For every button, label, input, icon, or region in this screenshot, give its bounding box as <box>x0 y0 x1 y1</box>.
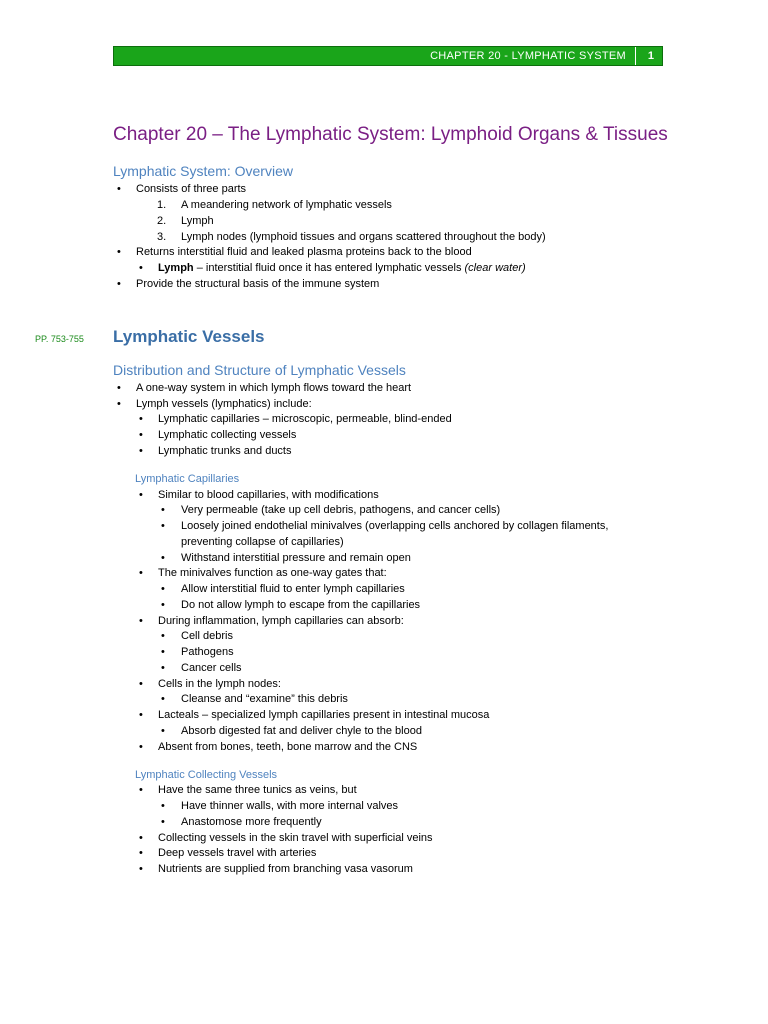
subsection-heading: Distribution and Structure of Lymphatic Vessels <box>113 362 406 378</box>
list-item: Pathogens <box>181 646 234 658</box>
header-title: CHAPTER 20 - LYMPHATIC SYSTEM <box>430 50 626 62</box>
bullet: • <box>139 784 143 796</box>
list-number: 3. <box>157 231 167 243</box>
list-item: Withstand interstitial pressure and remain open <box>181 552 411 564</box>
list-item: Lymph <box>181 215 214 227</box>
bullet: • <box>161 693 165 705</box>
subsection-heading: Lymphatic Collecting Vessels <box>135 769 278 781</box>
list-item: A meandering network of lymphatic vessels <box>181 199 392 211</box>
bullet: • <box>139 678 143 690</box>
list-item: Similar to blood capillaries, with modifications <box>158 489 379 501</box>
bullet: • <box>161 583 165 595</box>
list-number: 2. <box>157 215 167 227</box>
bullet: • <box>161 725 165 737</box>
bullet: • <box>161 520 165 532</box>
bullet: • <box>139 615 143 627</box>
list-item: During inflammation, lymph capillaries can absorb: <box>158 615 404 627</box>
list-item: Lymphatic trunks and ducts <box>158 445 292 457</box>
list-item: Anastomose more frequently <box>181 816 322 828</box>
bullet: • <box>117 278 121 290</box>
bullet: • <box>139 709 143 721</box>
bullet: • <box>117 183 121 195</box>
bullet: • <box>161 800 165 812</box>
bullet: • <box>117 382 121 394</box>
bullet: • <box>161 504 165 516</box>
list-item: Cell debris <box>181 630 233 642</box>
list-item: Lymph vessels (lymphatics) include: <box>136 398 312 410</box>
page-reference: PP. 753-755 <box>35 334 84 344</box>
bullet: • <box>139 863 143 875</box>
list-item: Deep vessels travel with arteries <box>158 847 317 859</box>
bullet: • <box>161 552 165 564</box>
list-item: Absent from bones, teeth, bone marrow and the CNS <box>158 741 418 753</box>
chapter-title: Chapter 20 – The Lymphatic System: Lymphoid Organs & Tissues <box>113 124 668 145</box>
list-item: Collecting vessels in the skin travel with superficial veins <box>158 832 433 844</box>
list-item: Have the same three tunics as veins, but <box>158 784 357 796</box>
bullet: • <box>139 429 143 441</box>
bullet: • <box>139 567 143 579</box>
running-header <box>113 46 663 66</box>
list-item: Lymphatic capillaries – microscopic, permeable, blind-ended <box>158 413 452 425</box>
bullet: • <box>161 630 165 642</box>
list-item: Lymphatic collecting vessels <box>158 429 297 441</box>
bullet: • <box>139 262 143 274</box>
bullet: • <box>139 413 143 425</box>
list-item: Lymph nodes (lymphoid tissues and organs scattered throughout the body) <box>181 231 546 243</box>
subsection-heading: Lymphatic Capillaries <box>135 473 240 485</box>
header-divider <box>635 47 636 65</box>
list-item: Provide the structural basis of the immune system <box>136 278 380 290</box>
list-item: Lacteals – specialized lymph capillaries present in intestinal mucosa <box>158 709 490 721</box>
overview-heading: Lymphatic System: Overview <box>113 163 293 179</box>
bullet: • <box>139 489 143 501</box>
bullet: • <box>139 741 143 753</box>
bullet: • <box>139 847 143 859</box>
list-item: Do not allow lymph to escape from the capillaries <box>181 599 421 611</box>
list-item: Nutrients are supplied from branching vasa vasorum <box>158 863 413 875</box>
bullet: • <box>161 646 165 658</box>
page-number: 1 <box>647 50 654 62</box>
section-heading: Lymphatic Vessels <box>113 327 265 346</box>
list-item: Have thinner walls, with more internal valves <box>181 800 399 812</box>
list-item: Loosely joined endothelial minivalves (overlapping cells anchored by collagen filaments, <box>181 520 609 532</box>
list-item: Absorb digested fat and deliver chyle to the blood <box>181 725 422 737</box>
list-item: The minivalves function as one-way gates that: <box>158 567 387 579</box>
list-item: Allow interstitial fluid to enter lymph capillaries <box>181 583 405 595</box>
term-lymph: Lymph <box>158 262 194 274</box>
list-item-continued: preventing collapse of capillaries) <box>181 536 344 548</box>
list-item <box>158 262 526 274</box>
term-note: (clear water) <box>464 262 526 274</box>
bullet: • <box>161 662 165 674</box>
bullet: • <box>117 398 121 410</box>
list-item: Consists of three parts <box>136 183 247 195</box>
bullet: • <box>139 832 143 844</box>
list-number: 1. <box>157 199 167 211</box>
bullet: • <box>139 445 143 457</box>
bullet: • <box>117 246 121 258</box>
term-definition: – interstitial fluid once it has entered lymphatic vessels <box>193 262 465 274</box>
list-item: A one-way system in which lymph flows toward the heart <box>136 382 412 394</box>
list-item: Cells in the lymph nodes: <box>158 678 281 690</box>
list-item: Cleanse and “examine” this debris <box>181 693 348 705</box>
list-item: Very permeable (take up cell debris, pathogens, and cancer cells) <box>181 504 501 516</box>
list-item: Cancer cells <box>181 662 242 674</box>
list-item: Returns interstitial fluid and leaked plasma proteins back to the blood <box>136 246 472 258</box>
bullet: • <box>161 816 165 828</box>
bullet: • <box>161 599 165 611</box>
